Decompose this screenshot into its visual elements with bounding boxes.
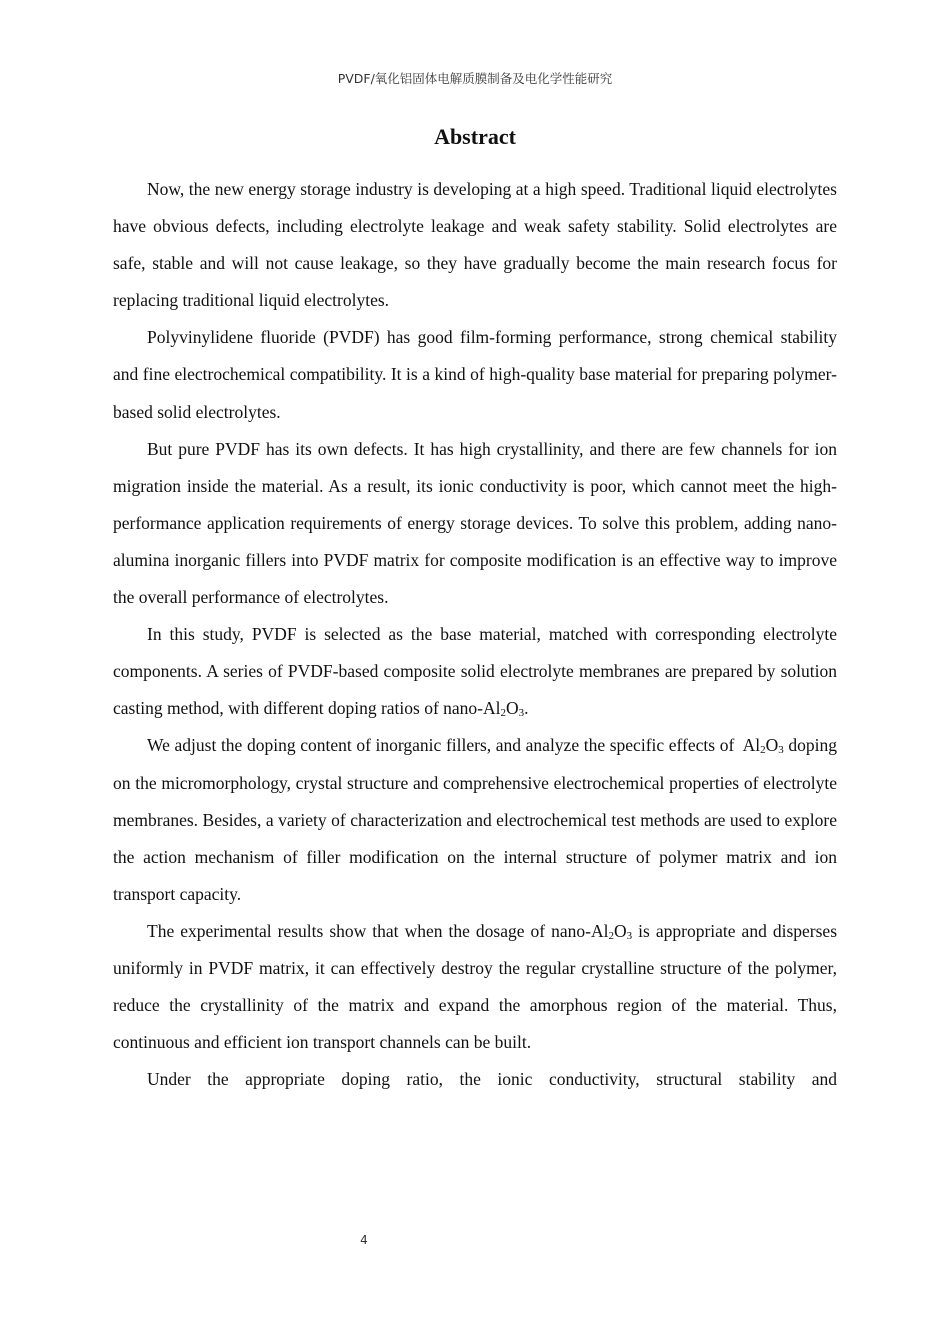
subscript: 3 [778, 744, 784, 757]
running-header: PVDF/氧化铝固体电解质膜制备及电化学性能研究 [337, 71, 613, 86]
subscript: 3 [518, 707, 525, 720]
paragraph-5 [113, 727, 837, 912]
page-title: Abstract [434, 124, 516, 149]
paragraph-5-text: We adjust the doping content of inorganic fillers, and analyze the specific effects of Al [147, 735, 761, 756]
subscript: 2 [760, 744, 766, 757]
paragraph-4-text: In this study, PVDF is selected as the base material, matched with corresponding electrolyte components. A series of PVDF-based composite solid electrolyte membranes are prepared by solution casting method, with different doping ratios of nano-Al [113, 624, 837, 719]
paragraph-2: Polyvinylidene fluoride (PVDF) has good film-forming performance, strong chemical stability and fine electrochemical compatibility. It is a kind of high-quality base material for preparing polymer-based solid electrolytes. [113, 327, 837, 422]
subscript: 3 [626, 929, 633, 942]
paragraph-4-text-end: . [524, 698, 529, 719]
paragraph-4 [113, 616, 837, 727]
paragraph-3: But pure PVDF has its own defects. It has high crystallinity, and there are few channels for ion migration inside the material. As a result, its ionic conductivity is poor, which cannot meet the high-performance application requirements of energy storage devices. To solve this problem, adding nano-alumina inorganic fillers into PVDF matrix for composite modification is an effective way to improve the overall performance of electrolytes. [113, 438, 837, 608]
paragraph-1: Now, the new energy storage industry is developing at a high speed. Traditional liquid electrolytes have obvious defects, including electrolyte leakage and weak safety stability. Solid electrolytes are safe, stable and will not cause leakage, so they have gradually become the main research focus for replacing traditional liquid electrolytes. [113, 179, 837, 311]
subscript: 2 [500, 707, 507, 720]
formula-text: O [613, 920, 627, 941]
paragraph-6-text: The experimental results show that when the dosage of nano-Al [147, 920, 609, 941]
abstract-body [113, 171, 837, 1098]
paragraph-7: Under the appropriate doping ratio, the ionic conductivity, structural stability and [147, 1069, 837, 1090]
formula-text: O [506, 698, 519, 719]
paragraph-5-text-end: doping on the micromorphology, crystal structure and comprehensive electrochemical properties of electrolyte membranes. Besides, a variety of characterization and electrochemical test methods are used to explore the action mechanism of filler modification on the internal structure of polymer matrix and ion transport capacity. [113, 735, 837, 904]
paragraph-6 [113, 913, 837, 1061]
page-number: 4 [360, 1233, 368, 1247]
subscript: 2 [608, 929, 614, 942]
paragraph-6-text-end: is appropriate and disperses uniformly in PVDF matrix, it can effectively destroy the regular crystalline structure of the polymer, reduce the crystallinity of the matrix and expand the amorphous region of the material. Thus, continuous and efficient ion transport channels can be built. [113, 920, 838, 1053]
formula-text: O [765, 735, 779, 756]
